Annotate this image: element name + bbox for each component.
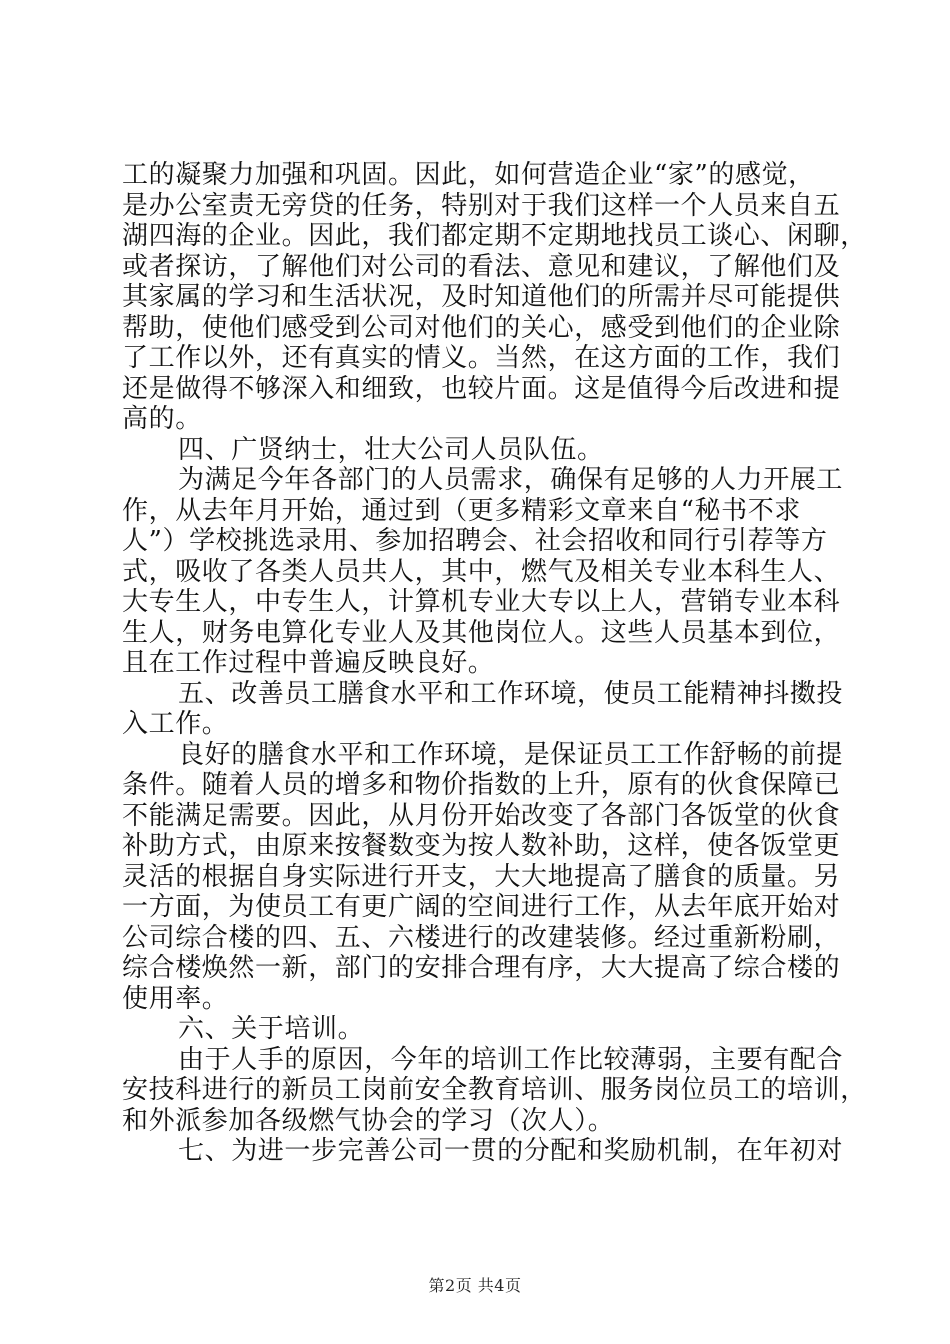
text-line: 其家属的学习和生活状况，及时知道他们的所需并尽可能提供 [122,282,841,312]
text-line: 四、广贤纳士，壮大公司人员队伍。 [178,434,604,465]
text-line: 七、为进一步完善公司一贯的分配和奖励机制，在年初对 [178,1136,844,1166]
text-line: 入工作。 [122,709,229,739]
text-line: 且在工作过程中普遍反映良好。 [122,648,495,678]
page-footer: 第2页 共4页 [428,1276,522,1295]
text-line: 式，吸收了各类人员共人，其中，燃气及相关专业本科生人、 [122,556,841,587]
text-line: 为满足今年各部门的人员需求，确保有足够的人力开展工 [178,465,844,495]
text-line: 了工作以外，还有真实的情义。当然，在这方面的工作，我们 [122,343,841,373]
text-line: 条件。随着人员的增多和物价指数的上升，原有的伙食保障已 [122,770,841,800]
text-line: 帮助，使他们感受到公司对他们的关心，感受到他们的企业除 [122,312,841,343]
text-line: 湖四海的企业。因此，我们都定期不定期地找员工谈心、闲聊， [122,221,867,251]
text-line: 生人，财务电算化专业人及其他岗位人。这些人员基本到位， [122,617,841,648]
text-line: 或者探访，了解他们对公司的看法、意见和建议，了解他们及 [122,251,841,282]
text-line: 不能满足需要。因此，从月份开始改变了各部门各饭堂的伙食 [122,800,841,831]
text-line: 还是做得不够深入和细致，也较片面。这是值得今后改进和提 [122,373,841,404]
text-line: 高的。 [122,404,202,434]
text-line: 补助方式，由原来按餐数变为按人数补助，这样，使各饭堂更 [122,831,841,861]
text-line: 灵活的根据自身实际进行开支，大大地提高了膳食的质量。另 [122,861,841,892]
text-line: 工的凝聚力加强和巩固。因此，如何营造企业“家”的感觉， [122,160,815,190]
text-line: 大专生人，中专生人，计算机专业大专以上人，营销专业本科 [122,587,841,617]
text-line: 六、关于培训。 [178,1014,365,1044]
text-line: 是办公室责无旁贷的任务，特别对于我们这样一个人员来自五 [122,190,841,221]
document-body [122,160,867,1167]
text-line: 良好的膳食水平和工作环境，是保证员工工作舒畅的前提 [178,739,844,770]
text-line: 使用率。 [122,983,229,1014]
text-line: 综合楼焕然一新，部门的安排合理有序，大大提高了综合楼的 [122,953,841,983]
text-line: 安技科进行的新员工岗前安全教育培训、服务岗位员工的培训， [122,1075,867,1105]
text-line: 作，从去年月开始，通过到（更多精彩文章来自“秘书不求 [122,495,801,526]
text-line: 和外派参加各级燃气协会的学习（次人）。 [122,1105,615,1136]
text-line: 由于人手的原因，今年的培训工作比较薄弱，主要有配合 [178,1044,844,1075]
text-line: 一方面，为使员工有更广阔的空间进行工作，从去年底开始对 [122,892,841,922]
text-line: 公司综合楼的四、五、六楼进行的改建装修。经过重新粉刷， [122,922,841,953]
text-line: 人”）学校挑选录用、参加招聘会、社会招收和同行引荐等方 [122,526,828,556]
text-line: 五、改善员工膳食水平和工作环境，使员工能精神抖擞投 [178,678,844,709]
